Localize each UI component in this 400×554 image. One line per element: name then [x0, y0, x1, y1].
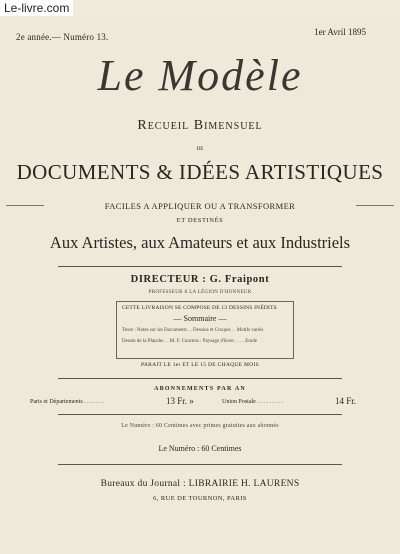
summary-head: CETTE LIVRAISON SE COMPOSE DE 13 DESSINS INÉDITS — [122, 305, 277, 311]
document-page — [0, 18, 400, 554]
office-address: 6, RUE DE TOURNON, PARIS — [153, 495, 247, 502]
issue-date: 1er Avril 1895 — [314, 27, 366, 37]
watermark: Le-livre.com — [0, 0, 73, 16]
issue-number: 2e année.— Numéro 13. — [16, 32, 109, 42]
summary-title-text: Sommaire — [183, 314, 217, 323]
divider-lower — [58, 414, 342, 415]
summary-title: — Sommaire — — [173, 314, 227, 323]
divider-middle — [58, 378, 342, 379]
publication-schedule: PARAIT LE 1er ET LE 15 DE CHAQUE MOIS — [141, 362, 259, 368]
director-subtitle: PROFESSEUR A LA LÉGION D'HONNEUR — [148, 290, 252, 295]
primes-line: Le Numéro : 60 Centimes avec primes gratuites aux abonnés — [121, 423, 279, 429]
decorative-rule-right — [356, 205, 394, 206]
subtitle-documents: DOCUMENTS & IDÉES ARTISTIQUES — [16, 160, 384, 184]
divider-bottom — [58, 464, 342, 465]
office-line: Bureaux du Journal : LIBRAIRIE H. LAURENS — [100, 479, 300, 489]
audience-line: Aux Artistes, aux Amateurs et aux Industriels — [49, 233, 351, 252]
issue-price: Le Numéro : 60 Centimes — [158, 444, 242, 453]
director-line: DIRECTEUR : G. Fraipont — [130, 274, 270, 285]
subtitle-de: de — [196, 144, 204, 152]
subtitle-recueil: Recueil Bimensuel — [137, 118, 263, 133]
journal-title: Le Modèle — [97, 51, 303, 100]
subscription-union-price: 14 Fr. — [335, 396, 357, 406]
subscription-paris-price: 13 Fr. » — [166, 396, 194, 406]
subscriptions-head: ABONNEMENTS PAR AN — [154, 386, 246, 392]
divider-top — [58, 266, 342, 267]
subscription-paris-label: Paris et Départements . . . . . . . — [30, 399, 104, 405]
summary-line: Dessin de la Planche . . M. F. Courtois : Paysage d'hiver . . . . Etude — [122, 339, 257, 344]
subtitle-destines: ET DESTINÉS — [176, 217, 224, 224]
summary-line: Texte : Notes sur les Documents . . Dessins et Croquis . . Motifs variés — [122, 328, 264, 333]
subscription-union-label: Union Postale . . . . . . . . . — [222, 399, 283, 405]
subtitle-faciles: FACILES A APPLIQUER OU A TRANSFORMER — [104, 201, 296, 211]
